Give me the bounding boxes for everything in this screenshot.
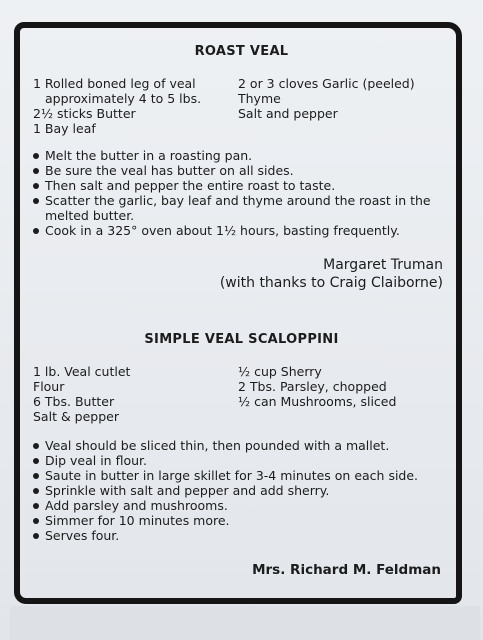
roast-veal-ingredients-left bbox=[33, 76, 201, 136]
step-item: Dip veal in flour. bbox=[33, 453, 418, 468]
scaloppini-ingredients-right bbox=[238, 364, 396, 409]
step-item: Scatter the garlic, bay leaf and thyme around the roast in the bbox=[33, 193, 431, 208]
step-item: Be sure the veal has butter on all sides. bbox=[33, 163, 431, 178]
ingredient-line: ½ can Mushrooms, sliced bbox=[238, 394, 397, 409]
step-item: Veal should be sliced thin, then pounded with a mallet. bbox=[33, 438, 418, 453]
roast-veal-steps bbox=[33, 148, 431, 238]
credit-name: Margaret Truman bbox=[323, 257, 443, 273]
step-item: Serves four. bbox=[33, 528, 418, 543]
step-continuation-text: melted butter. bbox=[45, 208, 135, 223]
ingredient-line: approximately 4 to 5 lbs. bbox=[45, 91, 202, 106]
ingredient-line: Thyme bbox=[238, 91, 281, 106]
step-item: Simmer for 10 minutes more. bbox=[33, 513, 418, 528]
ingredient-line: 2½ sticks Butter bbox=[33, 106, 136, 121]
roast-veal-ingredients-right bbox=[238, 76, 415, 121]
ingredient-line: 6 Tbs. Butter bbox=[33, 394, 115, 409]
ingredient-line: Salt & pepper bbox=[33, 409, 119, 424]
page-bottom-margin bbox=[10, 606, 480, 640]
ingredient-line: Flour bbox=[33, 379, 65, 394]
scaloppini-ingredients-left bbox=[33, 364, 130, 424]
ingredient-line: 1 Rolled boned leg of veal bbox=[33, 76, 196, 91]
roast-veal-title: ROAST VEAL bbox=[194, 44, 289, 59]
step-item: Then salt and pepper the entire roast to taste. bbox=[33, 178, 431, 193]
ingredient-line: ½ cup Sherry bbox=[238, 364, 322, 379]
step-item: Melt the butter in a roasting pan. bbox=[33, 148, 431, 163]
ingredient-line: 2 Tbs. Parsley, chopped bbox=[238, 379, 387, 394]
step-item: Sprinkle with salt and pepper and add sherry. bbox=[33, 483, 418, 498]
ingredient-line: 1 lb. Veal cutlet bbox=[33, 364, 131, 379]
roast-veal-credit bbox=[220, 256, 443, 292]
veal-scaloppini-title: SIMPLE VEAL SCALOPPINI bbox=[144, 332, 339, 347]
scaloppini-credit: Mrs. Richard M. Feldman bbox=[252, 562, 441, 578]
step-continuation bbox=[33, 208, 431, 223]
step-item: Saute in butter in large skillet for 3-4 minutes on each side. bbox=[33, 468, 418, 483]
ingredient-line: 1 Bay leaf bbox=[33, 121, 96, 136]
step-item: Cook in a 325° oven about 1½ hours, basting frequently. bbox=[33, 223, 431, 238]
ingredient-line: Salt and pepper bbox=[238, 106, 338, 121]
step-item: Add parsley and mushrooms. bbox=[33, 498, 418, 513]
credit-thanks: (with thanks to Craig Claiborne) bbox=[219, 275, 443, 291]
scaloppini-steps bbox=[33, 438, 418, 543]
ingredient-line: 2 or 3 cloves Garlic (peeled) bbox=[238, 76, 415, 91]
